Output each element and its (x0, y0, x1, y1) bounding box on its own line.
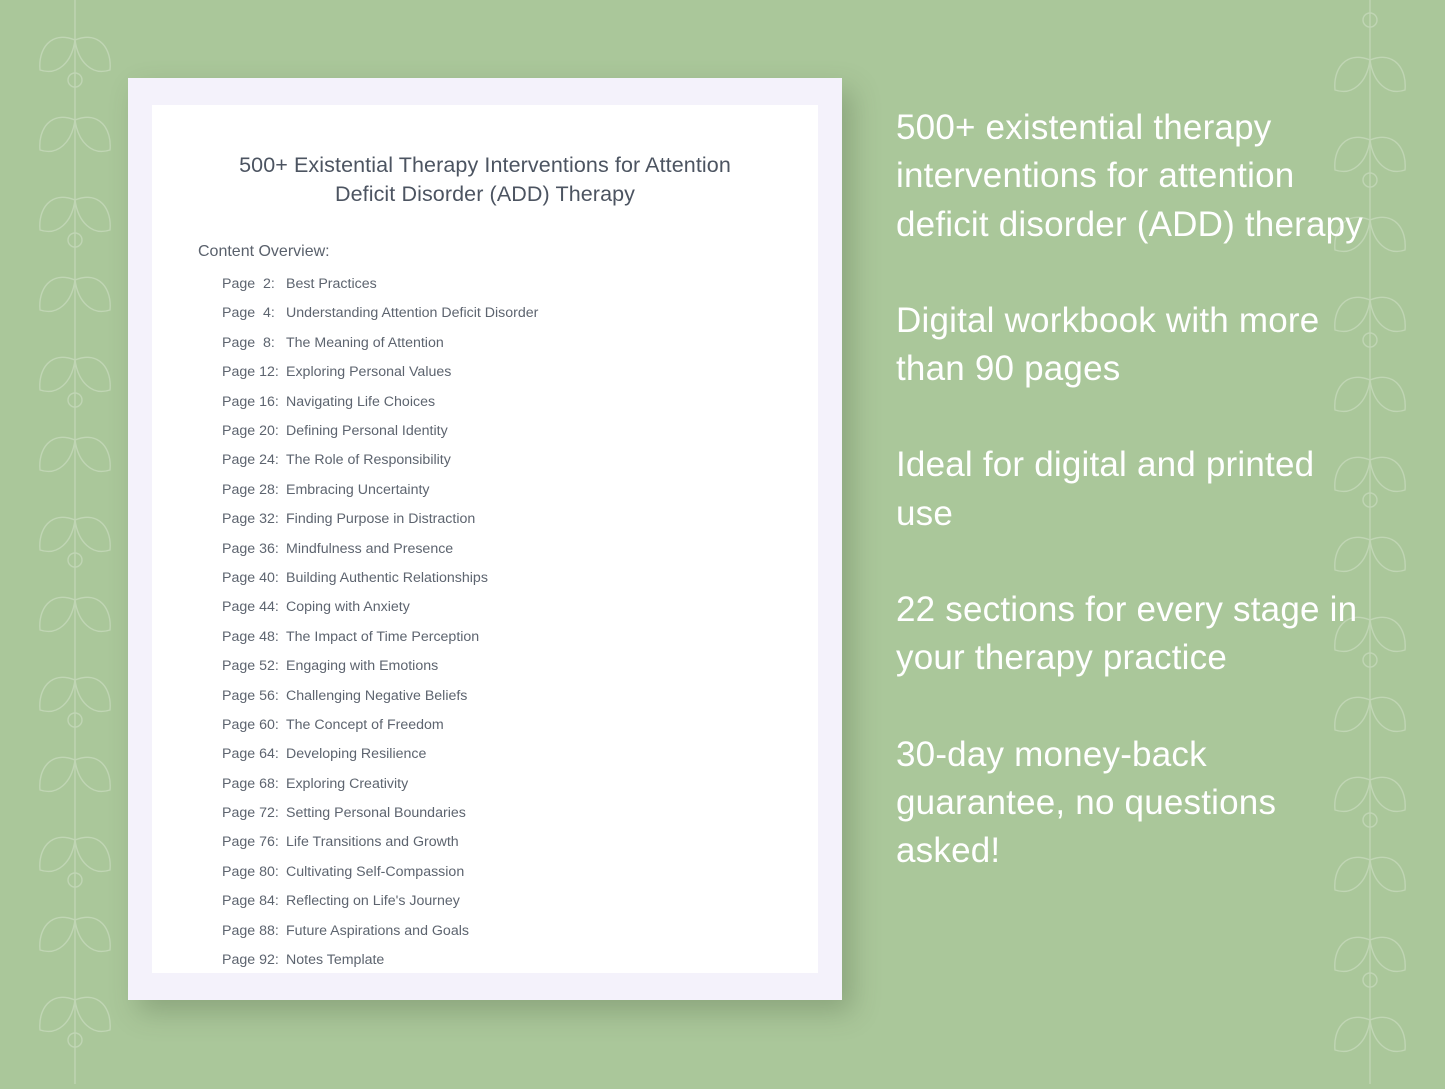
toc-entry-title: Challenging Negative Beliefs (286, 687, 468, 704)
toc-entry-title: Exploring Creativity (286, 775, 409, 792)
toc-entry (222, 777, 818, 791)
toc-entry-title: The Impact of Time Perception (286, 628, 480, 645)
toc-entry-title: Navigating Life Choices (286, 393, 436, 410)
marketing-line: Digital workbook with more than 90 pages (896, 300, 1320, 389)
marketing-line: 500+ existential therapy interventions for attention deficit disorder (ADD) therapy (896, 108, 1363, 244)
marketing-line: 30-day money-back guarantee, no questions asked! (896, 734, 1277, 871)
toc-entry (222, 600, 818, 614)
marketing-line: Ideal for digital and printed use (896, 445, 1315, 533)
toc-page-number: Page 84: (222, 893, 279, 910)
marketing-line: 22 sections for every stage in your therapy practice (896, 590, 1358, 678)
toc-entry (222, 953, 818, 967)
toc-entry-title: Defining Personal Identity (286, 422, 448, 439)
toc-entry (222, 512, 818, 526)
toc-page-number: Page 20: (222, 422, 279, 439)
toc-entry-title: Finding Purpose in Distraction (286, 511, 476, 528)
toc-entry-title: Mindfulness and Presence (286, 540, 454, 557)
toc-page-number: Page 76: (222, 834, 279, 851)
toc-page-number: Page 92: (222, 952, 279, 969)
toc-entry (222, 306, 818, 320)
toc-page-number: Page 80: (222, 863, 279, 880)
toc-page-number: Page 48: (222, 628, 279, 645)
toc-entry (222, 806, 818, 820)
toc-entry-title: Reflecting on Life's Journey (286, 893, 460, 910)
toc-entry (222, 924, 818, 938)
toc-entry-title: Understanding Attention Deficit Disorder (286, 305, 539, 322)
toc-entry-title: Cultivating Self-Compassion (286, 863, 465, 880)
toc-page-number: Page 52: (222, 658, 279, 675)
toc-entry (222, 395, 818, 409)
toc-page-number: Page 2: (222, 276, 275, 293)
toc-page-number: Page 28: (222, 481, 279, 498)
toc-page-number: Page 36: (222, 540, 279, 557)
toc-entry (222, 571, 818, 585)
page-title: 500+ Existential Therapy Interventions for Attention Deficit Disorder (ADD) Therapy (239, 153, 731, 207)
toc-entry-title: The Role of Responsibility (286, 452, 451, 469)
toc-page-number: Page 32: (222, 511, 279, 528)
toc-entry-title: Embracing Uncertainty (286, 481, 430, 498)
toc-entry (222, 365, 818, 379)
toc-entry-title: Setting Personal Boundaries (286, 805, 466, 822)
toc-page-number: Page 60: (222, 716, 279, 733)
toc-page-number: Page 44: (222, 599, 279, 616)
toc-entry-title: The Concept of Freedom (286, 716, 444, 733)
toc-entry (222, 659, 818, 673)
toc-entry (222, 747, 818, 761)
toc-entry-title: Future Aspirations and Goals (286, 922, 469, 939)
toc-entry-title: Coping with Anxiety (286, 599, 410, 616)
toc-entry-title: Engaging with Emotions (286, 658, 439, 675)
toc-entry (222, 336, 818, 350)
toc-page-number: Page 24: (222, 452, 279, 469)
toc-page-number: Page 88: (222, 922, 279, 939)
workbook-mockup (128, 78, 842, 1000)
toc-entry-title: The Meaning of Attention (286, 334, 444, 351)
toc-page-number: Page 56: (222, 687, 279, 704)
toc-entry-title: Building Authentic Relationships (286, 569, 488, 586)
toc-entry (222, 424, 818, 438)
toc-entry (222, 542, 818, 556)
toc-entry (222, 453, 818, 467)
toc-entry (222, 630, 818, 644)
workbook-page (152, 105, 818, 973)
toc-entry-title: Exploring Personal Values (286, 364, 452, 381)
toc-entry (222, 483, 818, 497)
toc-entry-title: Life Transitions and Growth (286, 834, 459, 851)
toc-entry-title: Developing Resilience (286, 746, 427, 763)
toc-entry (222, 865, 818, 879)
toc-page-number: Page 64: (222, 746, 279, 763)
toc-entry (222, 277, 818, 291)
toc-page-number: Page 12: (222, 364, 279, 381)
toc-entry-title: Best Practices (286, 276, 377, 293)
toc-entry-title: Notes Template (286, 952, 385, 969)
toc-entry (222, 894, 818, 908)
toc-page-number: Page 4: (222, 305, 275, 322)
content-overview-label: Content Overview: (198, 243, 330, 261)
toc-page-number: Page 8: (222, 334, 275, 351)
toc-entry (222, 718, 818, 732)
toc-entry (222, 835, 818, 849)
toc-page-number: Page 68: (222, 775, 279, 792)
toc-page-number: Page 72: (222, 805, 279, 822)
toc-entry (222, 689, 818, 703)
toc-page-number: Page 16: (222, 393, 279, 410)
toc-page-number: Page 40: (222, 569, 279, 586)
table-of-contents (152, 261, 818, 967)
marketing-copy (896, 104, 1366, 876)
